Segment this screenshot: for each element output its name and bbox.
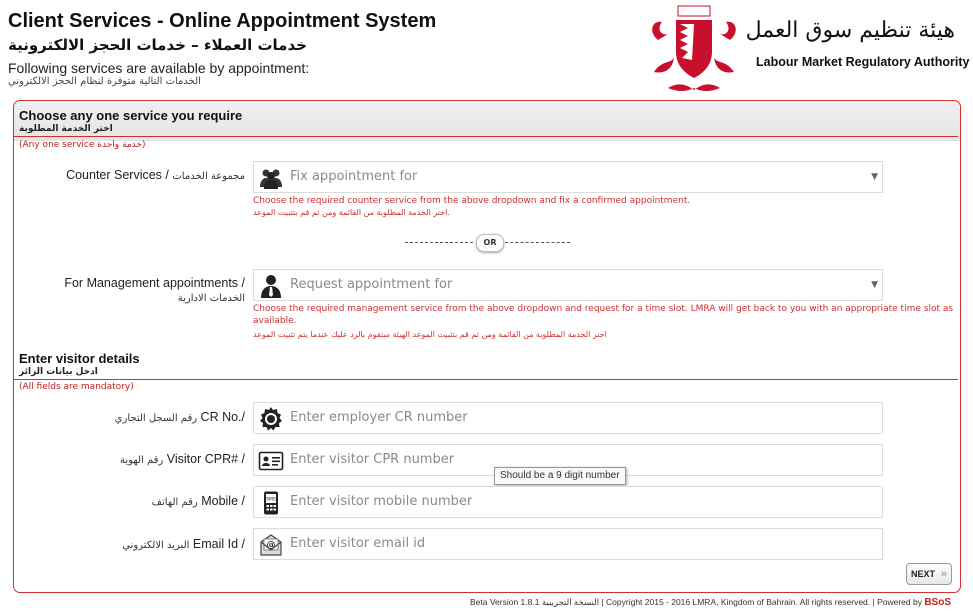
mobile-label-arabic: رقم الهاتف <box>151 497 198 508</box>
chevron-down-icon: ▼ <box>871 172 878 182</box>
management-appointments-help-arabic: اختر الخدمة المطلوبة من القائمة ومن ثم قم بتثبيت الموعد الهيئة ستقوم بالرد عليك عندما يتم تثبيت الموعد <box>253 330 607 339</box>
cpr-tooltip: Should be a 9 digit number <box>494 467 626 485</box>
page-title: Client Services - Online Appointment System <box>8 10 437 32</box>
mobile-phone-icon <box>258 490 284 516</box>
mobile-field <box>253 486 883 518</box>
chevron-down-icon: ▼ <box>871 280 878 290</box>
counter-services-label-text: Counter Services / <box>66 168 169 182</box>
cpr-number-label-arabic: رقم الهوية <box>120 455 164 466</box>
management-appointments-label-arabic: الخدمات الادارية <box>177 293 245 304</box>
cpr-number-label <box>120 452 245 466</box>
next-button[interactable] <box>906 563 952 585</box>
page-header <box>0 0 973 96</box>
services-section-title: Choose any one service you require <box>19 108 243 123</box>
page-subtitle: Following services are available by appointment: <box>8 60 310 76</box>
cr-number-label-text: CR No./ <box>200 410 245 424</box>
or-separator <box>405 234 570 252</box>
email-label <box>122 537 245 551</box>
or-badge: OR <box>476 234 504 252</box>
visitor-section-title-arabic: ادخل بيانات الزائر <box>19 367 98 377</box>
separator-line-right <box>505 242 570 244</box>
manager-icon <box>258 273 284 299</box>
seal-icon <box>258 406 284 432</box>
mobile-input[interactable] <box>290 487 870 517</box>
group-users-icon <box>258 165 284 191</box>
email-label-text: Email Id / <box>192 537 245 551</box>
page-footer <box>470 597 951 608</box>
services-note: (Any one service خدمة واحدة) <box>19 140 146 150</box>
email-field <box>253 528 883 560</box>
mobile-label <box>152 494 245 508</box>
counter-services-label <box>66 168 245 182</box>
management-appointments-select[interactable] <box>253 269 883 301</box>
svg-text:SMS: SMS <box>266 497 276 503</box>
next-button-label: NEXT <box>911 569 936 579</box>
counter-services-value: Fix appointment for <box>290 169 418 184</box>
lmra-name: Labour Market Regulatory Authority <box>756 55 970 69</box>
double-chevron-right-icon: » <box>940 568 947 580</box>
lmra-name-arabic: هيئة تنظيم سوق العمل <box>745 18 955 43</box>
email-input[interactable] <box>290 529 870 559</box>
separator-line-left <box>405 242 473 244</box>
cr-number-label-arabic: رقم السجل التجاري <box>114 413 198 424</box>
page-title-arabic: خدمات العملاء – خدمات الحجز الالكترونية <box>8 36 307 54</box>
section-divider <box>14 136 958 137</box>
cr-number-label <box>115 410 245 424</box>
management-appointments-value: Request appointment for <box>290 277 453 292</box>
services-section-title-arabic: اختر الخدمة المطلوبة <box>19 124 113 134</box>
mobile-label-text: Mobile / <box>201 494 245 508</box>
id-card-icon <box>258 448 284 474</box>
cpr-number-label-text: Visitor CPR# / <box>166 452 245 466</box>
management-appointments-label-text: For Management appointments / <box>64 276 245 290</box>
counter-services-help-arabic: اختر الخدمة المطلوبة من القائمة ومن ثم قم بتثبيت الموعد. <box>253 208 450 217</box>
section-divider <box>14 379 958 380</box>
counter-services-select[interactable] <box>253 161 883 193</box>
cr-number-field <box>253 402 883 434</box>
management-appointments-label <box>64 276 245 306</box>
footer-text: Beta Version 1.8.1 النسخة التجريبية | Copyright 2015 - 2016 LMRA, Kingdom of Bahrain. All rights reserved. | Powered by <box>470 597 922 607</box>
email-label-arabic: البريد الالكتروني <box>122 540 190 551</box>
powered-by-logo: BSoS <box>924 597 951 608</box>
counter-services-help: Choose the required counter service from the above dropdown and fix a confirmed appointment. <box>253 196 691 206</box>
visitor-section-title: Enter visitor details <box>19 351 140 366</box>
bahrain-emblem-logo <box>648 2 740 94</box>
management-appointments-help: Choose the required management service from the above dropdown and request for a time slot. LMRA will get back to you with an appropriate time slot as available. <box>253 304 954 326</box>
counter-services-label-arabic: مجموعة الخدمات <box>172 171 245 182</box>
visitor-note: (All fields are mandatory) <box>19 382 134 392</box>
page-subtitle-arabic: الخدمات التالية متوفرة لنظام الحجز الالكتروني <box>8 76 201 87</box>
cr-number-input[interactable] <box>290 403 870 433</box>
email-icon <box>258 532 284 558</box>
svg-text:@: @ <box>266 540 276 551</box>
